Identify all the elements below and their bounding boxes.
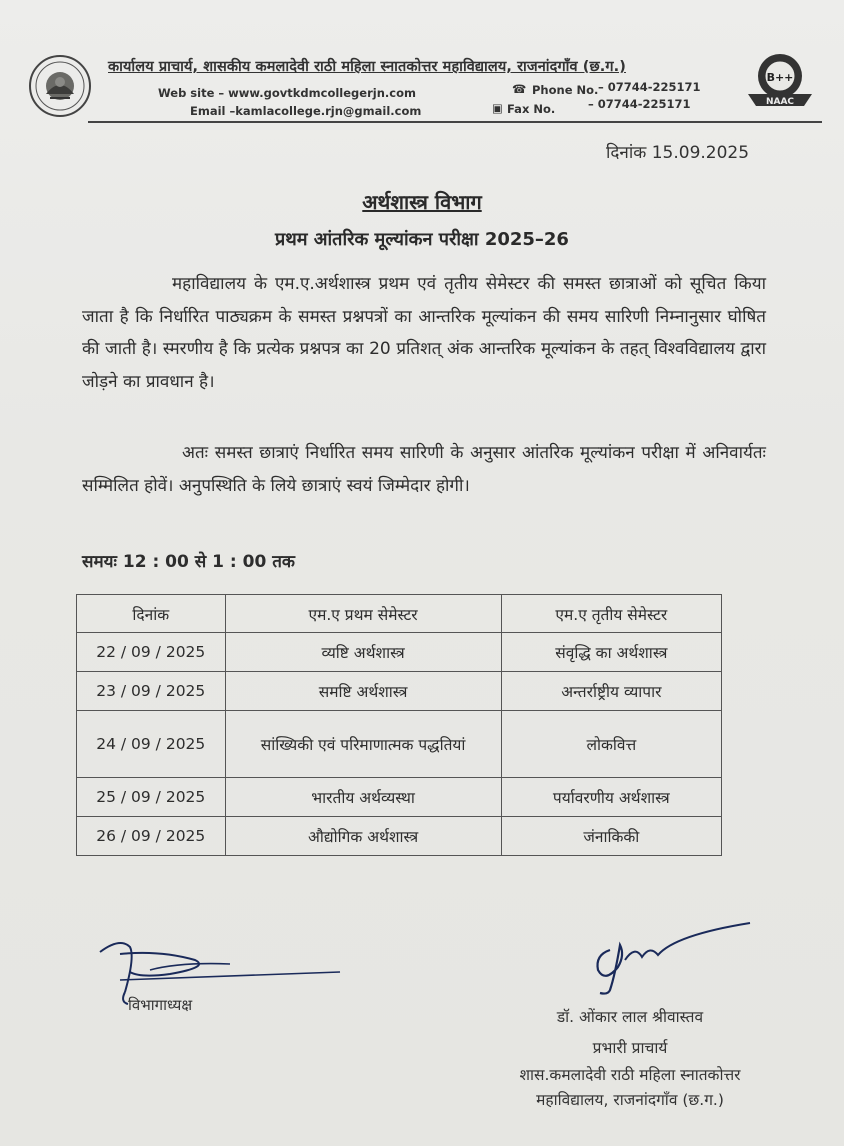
phone-value: – 07744-225171 bbox=[598, 80, 701, 94]
college-line-2: महाविद्यालय, राजनांदगाँव (छ.ग.) bbox=[536, 1091, 724, 1109]
row-third-sem-paper: लोकवित्त bbox=[501, 711, 721, 778]
website-text: Web site – www.govtkdmcollegerjn.com bbox=[158, 86, 416, 100]
notice-paragraph-1: महाविद्यालय के एम.ए.अर्थशास्त्र प्रथम एवं तृतीय सेमेस्टर की समस्त छात्राओं को सूचित किया जाता है कि निर्धारित पाठ्यक्रम के समस्त प्रश्नपत्रों का आन्तरिक मूल्यांकन की समय सारिणी निम्नानुसार घोषित की जाती है। स्मरणीय है कि प्रत्येक प्रश्नपत्र का 20 प्रतिशत् अंक आन्तरिक मूल्यांकन के तहत् विश्वविद्यालय द्वारा जोड़ने का प्रावधान है। bbox=[82, 274, 766, 392]
fax-value: – 07744-225171 bbox=[588, 97, 691, 111]
table-header-row bbox=[77, 595, 722, 633]
row-first-sem-paper: भारतीय अर्थव्यस्था bbox=[225, 778, 501, 817]
table-row bbox=[77, 711, 722, 778]
naac-badge-icon bbox=[744, 50, 816, 108]
row-date: 22 / 09 / 2025 bbox=[77, 633, 226, 672]
header-first-semester: एम.ए प्रथम सेमेस्टर bbox=[225, 595, 501, 633]
issue-date: दिनांक 15.09.2025 bbox=[606, 143, 750, 163]
row-third-sem-paper: संवृद्धि का अर्थशास्त्र bbox=[501, 633, 721, 672]
row-third-sem-paper: पर्यावरणीय अर्थशास्त्र bbox=[501, 778, 721, 817]
row-third-sem-paper: जंनाकिकी bbox=[501, 817, 721, 856]
header-date: दिनांक bbox=[77, 595, 226, 633]
college-line-1: शास.कमलादेवी राठी महिला स्नातकोत्तर bbox=[519, 1066, 741, 1084]
email-text: Email –kamlacollege.rjn@gmail.com bbox=[190, 104, 422, 118]
exam-schedule-table bbox=[76, 594, 722, 856]
row-third-sem-paper: अन्तर्राष्ट्रीय व्यापार bbox=[501, 672, 721, 711]
letterhead-divider bbox=[88, 121, 822, 123]
exam-title: प्रथम आंतरिक मूल्यांकन परीक्षा 2025–26 bbox=[275, 229, 569, 250]
phone-label: Phone No. bbox=[532, 83, 599, 97]
row-first-sem-paper: सांख्यिकी एवं परिमाणात्मक पद्धतियां bbox=[225, 711, 501, 778]
fax-icon: ▣ bbox=[492, 101, 503, 115]
notice-paragraph-2: अतः समस्त छात्राएं निर्धारित समय सारिणी के अनुसार आंतरिक मूल्यांकन परीक्षा में अनिवार्यतः सम्मिलित होवें। अनुपस्थिति के लिये छात्राएं स्वयं जिम्मेदार होगी। bbox=[82, 443, 766, 496]
principal-designation: प्रभारी प्राचार्य bbox=[592, 1039, 668, 1057]
letterhead-title: कार्यालय प्राचार्य, शासकीय कमलादेवी राठी महिला स्नातकोत्तर महाविद्यालय, राजनांदगाँव (छ.ग.) bbox=[108, 59, 626, 75]
phone-icon: ☎ bbox=[512, 82, 527, 96]
row-date: 24 / 09 / 2025 bbox=[77, 711, 226, 778]
row-first-sem-paper: समष्टि अर्थशास्त्र bbox=[225, 672, 501, 711]
row-date: 26 / 09 / 2025 bbox=[77, 817, 226, 856]
table-row bbox=[77, 778, 722, 817]
table-row bbox=[77, 633, 722, 672]
principal-signature bbox=[580, 915, 760, 1000]
row-date: 25 / 09 / 2025 bbox=[77, 778, 226, 817]
table-row bbox=[77, 672, 722, 711]
hod-designation: विभागाध्यक्ष bbox=[128, 996, 193, 1014]
naac-grade: B++ bbox=[766, 71, 794, 84]
fax-label: Fax No. bbox=[507, 102, 556, 116]
table-row bbox=[77, 817, 722, 856]
department-title: अर्थशास्त्र विभाग bbox=[362, 190, 482, 214]
naac-label: NAAC bbox=[765, 97, 795, 107]
row-first-sem-paper: औद्योगिक अर्थशास्त्र bbox=[225, 817, 501, 856]
header-third-semester: एम.ए तृतीय सेमेस्टर bbox=[501, 595, 721, 633]
exam-time: समयः 12 : 00 से 1 : 00 तक bbox=[82, 552, 295, 572]
row-first-sem-paper: व्यष्टि अर्थशास्त्र bbox=[225, 633, 501, 672]
college-logo-icon bbox=[28, 54, 92, 118]
row-date: 23 / 09 / 2025 bbox=[77, 672, 226, 711]
principal-name: डॉ. ओंकार लाल श्रीवास्तव bbox=[556, 1008, 704, 1026]
